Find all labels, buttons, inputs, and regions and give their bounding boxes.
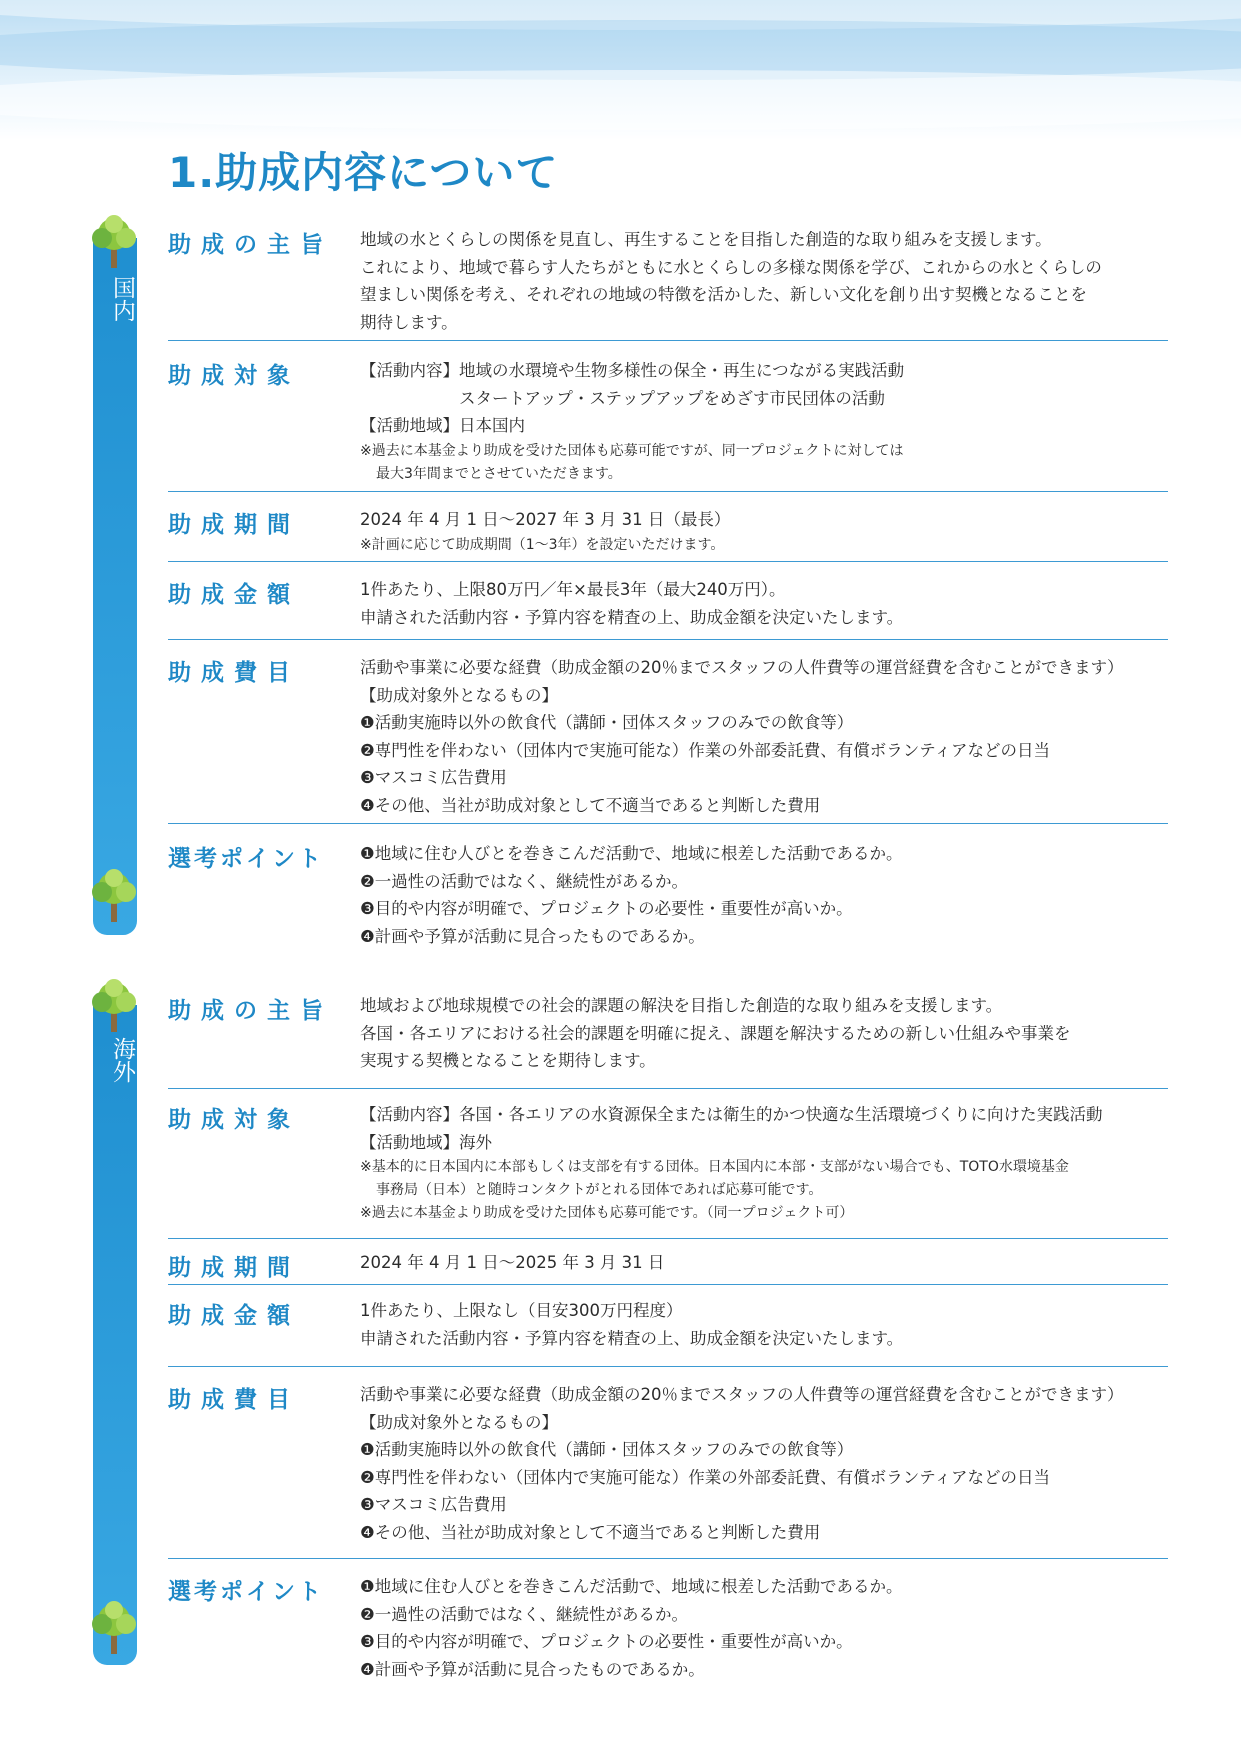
domestic-period-row bbox=[168, 492, 1168, 562]
row-content bbox=[360, 576, 1168, 631]
domestic-section bbox=[168, 226, 1168, 954]
text-line: ❹計画や予算が活動に見合ったものであるか。 bbox=[360, 926, 705, 946]
overseas-side-tab bbox=[93, 1005, 137, 1665]
overseas-selection-row bbox=[168, 1559, 1168, 1689]
activity-content bbox=[360, 357, 1168, 412]
row-content bbox=[360, 357, 1168, 486]
text-line: 1件あたり、上限なし（目安300万円程度） bbox=[360, 1301, 683, 1320]
row-content bbox=[360, 654, 1168, 820]
row-content bbox=[360, 992, 1168, 1075]
header-wave-decoration bbox=[0, 0, 1241, 140]
row-content bbox=[360, 506, 1168, 557]
text-line: ❶地域に住む人びとを巻きこんだ活動で、地域に根差した活動であるか。 bbox=[360, 844, 903, 863]
text-line: ❶活動実施時以外の飲食代（講師・団体スタッフのみでの飲食等） bbox=[360, 1440, 854, 1460]
domestic-expenses-row bbox=[168, 640, 1168, 824]
text-line: 2024 年 4 月 1 日〜2025 年 3 月 31 日 bbox=[360, 1253, 665, 1272]
row-content bbox=[360, 1297, 1168, 1352]
row-label: 助成金額 bbox=[168, 582, 300, 608]
overseas-purpose-row bbox=[168, 992, 1168, 1089]
text-line: 2024 年 4 月 1 日〜2027 年 3 月 31 日（最長） bbox=[360, 510, 731, 529]
row-label: 助成費目 bbox=[168, 660, 300, 686]
text-line: 地域および地球規模での社会的課題の解決を目指した創造的な取り組みを支援します。 bbox=[360, 996, 1003, 1015]
tree-icon bbox=[86, 866, 142, 926]
tree-icon bbox=[86, 212, 142, 272]
text-line: ❹その他、当社が助成対象として不適当であると判断した費用 bbox=[360, 795, 821, 815]
overseas-expenses-row bbox=[168, 1367, 1168, 1559]
note-line: ※過去に本基金より助成を受けた団体も応募可能です。（同一プロジェクト可） bbox=[360, 1205, 854, 1222]
row-content bbox=[360, 840, 1168, 950]
row-label: 助成の主旨 bbox=[168, 232, 333, 258]
text-line: 各国・各エリアの水資源保全または衛生的かつ快適な生活環境づくりに向けた実践活動 bbox=[459, 1105, 1103, 1124]
row-label: 助成期間 bbox=[168, 512, 300, 538]
text-line: スタートアップ・ステップアップをめざす市民団体の活動 bbox=[459, 388, 885, 408]
text-line: ❸目的や内容が明確で、プロジェクトの必要性・重要性が高いか。 bbox=[360, 1632, 853, 1652]
note-line: 最大3年間までとさせていただきます。 bbox=[376, 465, 622, 482]
row-label: 選考ポイント bbox=[168, 1579, 324, 1605]
text-line: ❷専門性を伴わない（団体内で実施可能な）作業の外部委託費、有償ボランティアなどの日当 bbox=[360, 740, 1050, 760]
row-label: 選考ポイント bbox=[168, 846, 324, 872]
text-line: ❷一過性の活動ではなく、継続性があるか。 bbox=[360, 1604, 688, 1624]
domestic-purpose-row bbox=[168, 226, 1168, 341]
row-content bbox=[360, 1573, 1168, 1683]
row-label: 助成の主旨 bbox=[168, 998, 333, 1024]
row-label: 助成対象 bbox=[168, 1107, 300, 1133]
domestic-target-row bbox=[168, 341, 1168, 492]
region-value: 海外 bbox=[459, 1132, 492, 1152]
activity-region bbox=[360, 412, 1168, 440]
note-line: ※過去に本基金より助成を受けた団体も応募可能ですが、同一プロジェクトに対しては bbox=[360, 442, 904, 459]
domestic-tab-label: 国内 bbox=[109, 276, 135, 322]
overseas-period-row bbox=[168, 1239, 1168, 1285]
domestic-amount-row bbox=[168, 562, 1168, 640]
row-label: 助成費目 bbox=[168, 1387, 300, 1413]
overseas-section bbox=[168, 992, 1168, 1689]
note-line: ※計画に応じて助成期間（1〜3年）を設定いただけます。 bbox=[360, 536, 725, 553]
row-label: 助成金額 bbox=[168, 1303, 300, 1329]
note-line: ※基本的に日本国内に本部もしくは支部を有する団体。日本国内に本部・支部がない場合でも、TOTO水環境基金 bbox=[360, 1159, 1069, 1176]
region-key: 【活動地域】 bbox=[360, 416, 459, 436]
overseas-amount-row bbox=[168, 1285, 1168, 1367]
activity-key: 【活動内容】 bbox=[360, 1105, 459, 1124]
text-line: ❹計画や予算が活動に見合ったものであるか。 bbox=[360, 1659, 705, 1679]
text-line: ❷専門性を伴わない（団体内で実施可能な）作業の外部委託費、有償ボランティアなどの日当 bbox=[360, 1467, 1050, 1487]
row-content bbox=[360, 1101, 1168, 1225]
overseas-target-row bbox=[168, 1089, 1168, 1239]
row-label: 助成対象 bbox=[168, 363, 300, 389]
text-line: ❷一過性の活動ではなく、継続性があるか。 bbox=[360, 871, 688, 891]
row-content bbox=[360, 1249, 1168, 1277]
text-line: 【助成対象外となるもの】 bbox=[360, 685, 558, 705]
region-value: 日本国内 bbox=[459, 416, 525, 436]
text-line: 地域の水とくらしの関係を見直し、再生することを目指した創造的な取り組みを支援します。 bbox=[360, 230, 1052, 249]
text-line: 期待します。 bbox=[360, 312, 458, 332]
text-line: 望ましい関係を考え、それぞれの地域の特徴を活かした、新しい文化を創り出す契機となることを bbox=[360, 285, 1087, 305]
text-line: これにより、地域で暮らす人たちがともに水とくらしの多様な関係を学び、これからの水とくらしの bbox=[360, 257, 1102, 277]
text-line: 活動や事業に必要な経費（助成金額の20％までスタッフの人件費等の運営経費を含むことができます） bbox=[360, 1385, 1124, 1404]
text-line: 申請された活動内容・予算内容を精査の上、助成金額を決定いたします。 bbox=[360, 607, 904, 627]
row-content bbox=[360, 226, 1168, 336]
page-title: 1.助成内容について bbox=[168, 148, 559, 197]
tree-icon bbox=[86, 976, 142, 1036]
text-line: 【助成対象外となるもの】 bbox=[360, 1412, 558, 1432]
activity-region bbox=[360, 1129, 1168, 1157]
overseas-tab-label: 海外 bbox=[109, 1037, 135, 1083]
text-line: ❸目的や内容が明確で、プロジェクトの必要性・重要性が高いか。 bbox=[360, 899, 853, 919]
text-line: 実現する契機となることを期待します。 bbox=[360, 1051, 656, 1071]
text-line: 申請された活動内容・予算内容を精査の上、助成金額を決定いたします。 bbox=[360, 1328, 904, 1348]
text-line: ❸マスコミ広告費用 bbox=[360, 768, 507, 788]
text-line: ❹その他、当社が助成対象として不適当であると判断した費用 bbox=[360, 1522, 821, 1542]
text-line: 活動や事業に必要な経費（助成金額の20％までスタッフの人件費等の運営経費を含むことができます） bbox=[360, 658, 1124, 677]
row-label: 助成期間 bbox=[168, 1255, 300, 1281]
text-line: ❶活動実施時以外の飲食代（講師・団体スタッフのみでの飲食等） bbox=[360, 713, 854, 733]
text-line: 各国・各エリアにおける社会的課題を明確に捉え、課題を解決するための新しい仕組みや事業を bbox=[360, 1023, 1071, 1043]
domestic-selection-row bbox=[168, 824, 1168, 954]
activity-key: 【活動内容】 bbox=[360, 361, 459, 380]
wave-band bbox=[0, 70, 1241, 130]
activity-content bbox=[360, 1101, 1168, 1129]
region-key: 【活動地域】 bbox=[360, 1132, 459, 1152]
text-line: ❸マスコミ広告費用 bbox=[360, 1495, 507, 1515]
text-line: ❶地域に住む人びとを巻きこんだ活動で、地域に根差した活動であるか。 bbox=[360, 1577, 903, 1596]
text-line: 地域の水環境や生物多様性の保全・再生につながる実践活動 bbox=[459, 361, 905, 380]
text-line: 1件あたり、上限80万円／年×最長3年（最大240万円）。 bbox=[360, 580, 786, 599]
tree-icon bbox=[86, 1598, 142, 1658]
domestic-side-tab bbox=[93, 238, 137, 935]
row-content bbox=[360, 1381, 1168, 1547]
note-line: 事務局（日本）と随時コンタクトがとれる団体であれば応募可能です。 bbox=[376, 1182, 823, 1199]
